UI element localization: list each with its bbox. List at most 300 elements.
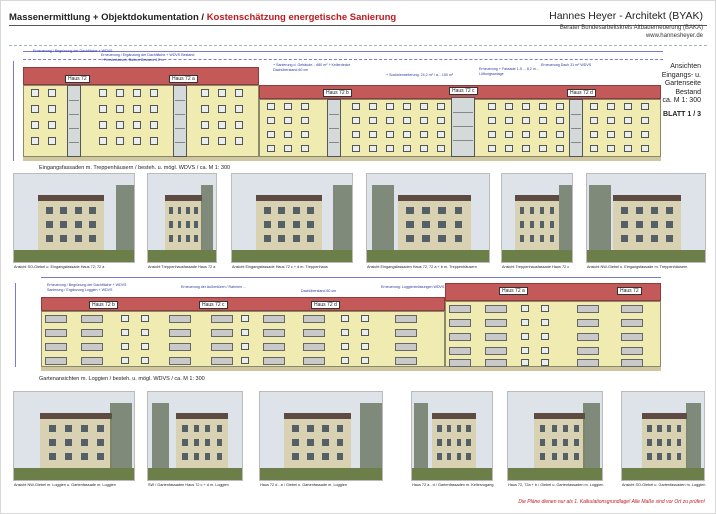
window xyxy=(539,145,547,152)
photo-window xyxy=(307,425,314,432)
title-red: Kostenschätzung energetische Sanierung xyxy=(206,12,397,23)
annotation: Erneuerung: Loggienbrüstungen WDVS xyxy=(381,285,445,289)
infobox-line: Gartenseite xyxy=(664,80,701,87)
loggia xyxy=(395,357,417,365)
photo-window xyxy=(540,207,544,214)
loggia xyxy=(485,305,507,313)
window xyxy=(403,103,411,110)
photo xyxy=(586,173,706,263)
window xyxy=(539,103,547,110)
window xyxy=(201,137,209,145)
title-separator: / xyxy=(198,12,207,23)
photo-window xyxy=(278,207,285,214)
loggia xyxy=(81,357,103,365)
loggia xyxy=(577,359,599,367)
loggia xyxy=(577,333,599,341)
window xyxy=(48,89,56,97)
photo-window xyxy=(657,425,662,432)
window xyxy=(590,103,598,110)
photo xyxy=(501,173,573,263)
window xyxy=(369,117,377,124)
window xyxy=(539,117,547,124)
photo-window xyxy=(550,207,554,214)
window xyxy=(590,131,598,138)
loggia xyxy=(263,315,285,323)
photo-window xyxy=(530,207,534,214)
sheet-infobox xyxy=(662,63,701,106)
annotation: Erneuerung Dach 31 m² WDVS xyxy=(541,63,592,67)
photo-window xyxy=(278,221,285,228)
window xyxy=(352,131,360,138)
window xyxy=(141,329,149,336)
loggia xyxy=(211,315,233,323)
photo-window xyxy=(550,221,554,228)
annotation: Erneuerung / Ergänzung der Dachfläche + WDVS Bestand xyxy=(101,53,195,57)
window xyxy=(99,121,107,129)
photo-window xyxy=(677,439,682,446)
loggia xyxy=(485,319,507,327)
window xyxy=(48,105,56,113)
window xyxy=(301,117,309,124)
photo-window xyxy=(667,425,672,432)
photo-window xyxy=(65,439,72,446)
photo-window xyxy=(447,425,451,432)
photo xyxy=(411,391,493,481)
photo-window xyxy=(422,207,429,214)
window xyxy=(301,131,309,138)
window xyxy=(133,121,141,129)
photo-window xyxy=(205,453,210,460)
photo-window xyxy=(563,439,568,446)
window xyxy=(624,103,632,110)
window xyxy=(48,137,56,145)
window xyxy=(505,117,513,124)
photo-window xyxy=(81,453,88,460)
photo-caption: Ansicht NW-Giebel m. Loggien u. Gartenfassade m. Loggien xyxy=(14,483,116,487)
window xyxy=(116,89,124,97)
window xyxy=(48,121,56,129)
window xyxy=(641,117,649,124)
window xyxy=(121,329,129,336)
photo-window xyxy=(178,207,182,214)
loggia xyxy=(395,329,417,337)
architect-name: Hannes Heyer - Architekt (BYAK) xyxy=(549,10,703,22)
window xyxy=(201,89,209,97)
photo-window xyxy=(217,425,222,432)
photo-window xyxy=(651,207,658,214)
window xyxy=(403,145,411,152)
photo-window xyxy=(217,453,222,460)
photo-caption: Ansicht Eingangsfassade Haus 72 c + d m. Treppenhaus xyxy=(232,265,328,269)
annotation: + Fenstertausch: Balkon Bestand 4,2 m xyxy=(101,58,165,62)
photo-window xyxy=(97,453,104,460)
photo-window xyxy=(406,235,413,242)
photo-window xyxy=(455,235,462,242)
photo xyxy=(147,173,217,263)
photo-window xyxy=(540,453,545,460)
window xyxy=(235,89,243,97)
window xyxy=(488,131,496,138)
window xyxy=(133,89,141,97)
window xyxy=(218,89,226,97)
window xyxy=(141,357,149,364)
window xyxy=(121,343,129,350)
photo-window xyxy=(337,425,344,432)
window xyxy=(607,145,615,152)
photo-window xyxy=(81,425,88,432)
photo-window xyxy=(217,439,222,446)
photo xyxy=(366,173,490,263)
photo-window xyxy=(574,425,579,432)
window xyxy=(284,103,292,110)
window xyxy=(488,103,496,110)
window xyxy=(361,329,369,336)
height-dimension xyxy=(13,61,14,161)
window xyxy=(267,117,275,124)
haus-label: Haus 72 xyxy=(65,75,90,83)
window xyxy=(121,315,129,322)
photo-caption: Ansicht Eingangsfassaden Haus 72, 72 a + b m. Treppenhäusern xyxy=(367,265,477,269)
photo-window xyxy=(530,235,534,242)
photo-window xyxy=(466,439,470,446)
window xyxy=(267,145,275,152)
window xyxy=(99,89,107,97)
disclaimer-footer: Die Pläne dienen nur als 1. Kalkulationsgrundlage! Alle Maße sind vor Ort zu prüfen! xyxy=(518,499,705,505)
window xyxy=(369,131,377,138)
photo-window xyxy=(437,425,441,432)
photo xyxy=(13,173,135,263)
window xyxy=(99,137,107,145)
window xyxy=(607,131,615,138)
photo-window xyxy=(178,221,182,228)
window xyxy=(541,305,549,312)
photo-window xyxy=(186,221,190,228)
loggia xyxy=(621,333,643,341)
photo-window xyxy=(169,235,173,242)
annotation: + Sanierung d. Gebäude... 680 m² + Kellerdecke xyxy=(273,63,351,67)
window xyxy=(284,131,292,138)
window xyxy=(556,145,564,152)
window xyxy=(150,89,158,97)
loggia xyxy=(395,315,417,323)
infobox-line: Bestand xyxy=(675,88,701,96)
photo-caption: Ansicht SO-Giebel u. Gartenfassaden m. Loggien xyxy=(622,483,706,487)
photo xyxy=(13,391,135,481)
photo-window xyxy=(194,453,199,460)
bottom-dimension-line xyxy=(41,277,661,278)
window xyxy=(505,103,513,110)
bottom-elevation-caption: Gartenansichten m. Loggien / besteh. u. mögl. WDVS / ca. M 1: 300 xyxy=(39,376,205,382)
loggia xyxy=(169,315,191,323)
height-dimension-2 xyxy=(15,283,16,367)
photo-window xyxy=(647,439,652,446)
window xyxy=(541,347,549,354)
photo-window xyxy=(97,439,104,446)
photo-window xyxy=(49,453,56,460)
loggia xyxy=(263,329,285,337)
photo-window xyxy=(322,425,329,432)
photo-window xyxy=(437,439,441,446)
sheet-number: BLATT 1 / 3 xyxy=(663,111,701,118)
window xyxy=(386,117,394,124)
photo-window xyxy=(307,235,314,242)
photo-window xyxy=(81,439,88,446)
loggia xyxy=(303,343,325,351)
photo-window xyxy=(60,235,67,242)
infobox-line: Ansichten xyxy=(670,63,701,70)
photo-window xyxy=(651,235,658,242)
photo-window xyxy=(264,207,271,214)
architect-subtitle: Berater Bundesarbeitskreis Altbauerneuerung (BAKA) xyxy=(559,25,703,31)
loggia xyxy=(621,305,643,313)
window xyxy=(420,145,428,152)
photo-window xyxy=(563,425,568,432)
loggia xyxy=(169,357,191,365)
photo-window xyxy=(292,439,299,446)
photo xyxy=(231,173,353,263)
window xyxy=(31,89,39,97)
photo-window xyxy=(666,221,673,228)
photo-window xyxy=(293,235,300,242)
title-main: Massenermittlung + Objektdokumentation xyxy=(9,12,199,23)
photo-window xyxy=(307,221,314,228)
window xyxy=(641,145,649,152)
window xyxy=(607,117,615,124)
annotation: + Sockelerweiterung: 24,2 m² / a... 150 m² xyxy=(386,73,454,77)
window xyxy=(505,145,513,152)
garden-plinth xyxy=(41,367,661,371)
photo-window xyxy=(667,439,672,446)
annotation: Erneuerung der Außentüren / Rahmen ... xyxy=(181,285,247,289)
photo-window xyxy=(97,425,104,432)
loggia xyxy=(449,319,471,327)
photo-caption: SW / Gartenfassaden Haus 72 c + d m. Loggien xyxy=(148,483,229,487)
architect-website[interactable]: www.hannesheyer.de xyxy=(645,33,703,39)
loggia xyxy=(45,329,67,337)
window xyxy=(437,131,445,138)
haus-label: Haus 72 xyxy=(617,287,642,295)
window xyxy=(403,131,411,138)
photo-window xyxy=(307,207,314,214)
window xyxy=(386,131,394,138)
photo-window xyxy=(647,453,652,460)
window xyxy=(99,105,107,113)
photo-window xyxy=(205,439,210,446)
photo-window xyxy=(60,221,67,228)
haus-label: Haus 72 a xyxy=(499,287,528,295)
loggia xyxy=(577,319,599,327)
photo-window xyxy=(636,207,643,214)
photo-caption: Ansicht Treppenhausfassade Haus 72 c xyxy=(502,265,570,269)
photo-window xyxy=(667,453,672,460)
window xyxy=(284,117,292,124)
photo-window xyxy=(49,439,56,446)
window xyxy=(218,137,226,145)
photo-window xyxy=(75,221,82,228)
loggia xyxy=(485,347,507,355)
photo-window xyxy=(194,439,199,446)
window xyxy=(556,103,564,110)
loggia xyxy=(81,329,103,337)
window xyxy=(31,137,39,145)
photo-window xyxy=(563,453,568,460)
photo-window xyxy=(337,453,344,460)
photo-window xyxy=(307,453,314,460)
haus-label: Haus 72 a xyxy=(169,75,198,83)
stairwell-72d xyxy=(569,99,583,157)
window xyxy=(403,117,411,124)
photo-window xyxy=(46,221,53,228)
window xyxy=(235,121,243,129)
haus-label: Haus 72 c xyxy=(449,87,478,95)
annotation: Sanierung / Ergänzung Loggien + WDVS xyxy=(47,288,113,292)
infobox-line: Eingangs- u. xyxy=(661,71,701,79)
photo-window xyxy=(194,235,198,242)
window xyxy=(541,359,549,366)
photo-window xyxy=(666,207,673,214)
photo-window xyxy=(457,439,461,446)
window xyxy=(361,315,369,322)
window xyxy=(386,145,394,152)
photo-window xyxy=(552,453,557,460)
photo-window xyxy=(422,235,429,242)
loggia xyxy=(621,347,643,355)
window xyxy=(437,145,445,152)
stairwell-72a xyxy=(173,85,187,157)
photo xyxy=(259,391,383,481)
window xyxy=(420,103,428,110)
photo-window xyxy=(46,235,53,242)
photo-caption: Ansicht Treppenhausfassade Haus 72 a xyxy=(148,265,216,269)
window xyxy=(301,103,309,110)
infobox-line: ca. M 1: 300 xyxy=(662,97,701,104)
photo-window xyxy=(438,235,445,242)
loggia xyxy=(449,347,471,355)
photo-window xyxy=(520,207,524,214)
annotation: Dachüberstand 60 cm xyxy=(301,289,337,293)
loggia xyxy=(449,359,471,367)
loggia xyxy=(577,347,599,355)
photo-window xyxy=(322,439,329,446)
annotation: Lüftungsanlage xyxy=(479,72,504,76)
photo-window xyxy=(178,235,182,242)
loggia xyxy=(395,343,417,351)
loggia xyxy=(211,343,233,351)
window xyxy=(522,117,530,124)
photo-window xyxy=(264,235,271,242)
photo-window xyxy=(677,425,682,432)
photo-window xyxy=(457,425,461,432)
window xyxy=(341,315,349,322)
annotation: Erneuerung / Begrünung der Dachfläche + WDVS xyxy=(47,283,127,287)
stairwell-72c xyxy=(451,97,475,157)
haus-label: Haus 72 b xyxy=(323,89,352,97)
window xyxy=(522,131,530,138)
photo-window xyxy=(194,207,198,214)
loggia xyxy=(263,357,285,365)
photo-window xyxy=(677,453,682,460)
photo-window xyxy=(540,439,545,446)
photo-window xyxy=(337,439,344,446)
photo-window xyxy=(65,425,72,432)
window xyxy=(369,103,377,110)
photo-window xyxy=(75,207,82,214)
window xyxy=(505,131,513,138)
window xyxy=(521,305,529,312)
photo-window xyxy=(49,425,56,432)
photo-window xyxy=(621,235,628,242)
photo-window xyxy=(438,207,445,214)
window xyxy=(267,103,275,110)
window xyxy=(241,329,249,336)
window xyxy=(369,145,377,152)
photo xyxy=(147,391,243,481)
haus-label: Haus 72 b xyxy=(89,301,118,309)
photo-caption: Haus 72 d - a / Giebel u. Gartenfassade m. Loggien xyxy=(260,483,347,487)
window xyxy=(341,357,349,364)
window xyxy=(522,103,530,110)
photo-window xyxy=(657,453,662,460)
photo-window xyxy=(438,221,445,228)
window xyxy=(522,145,530,152)
loggia xyxy=(449,305,471,313)
photo-caption: Ansicht NW-Giebel u. Eingangsfassade m. Treppenhäusern xyxy=(587,265,688,269)
window xyxy=(141,343,149,350)
loggia xyxy=(449,333,471,341)
photo-window xyxy=(530,221,534,228)
window xyxy=(150,137,158,145)
loggia xyxy=(485,359,507,367)
header-dashed-rule xyxy=(9,45,707,46)
photo-window xyxy=(322,453,329,460)
photo-window xyxy=(552,439,557,446)
window xyxy=(488,117,496,124)
window xyxy=(241,315,249,322)
photo-window xyxy=(406,221,413,228)
photo-window xyxy=(447,439,451,446)
stairwell-72b xyxy=(327,99,341,157)
photo-window xyxy=(264,221,271,228)
loggia xyxy=(169,329,191,337)
loggia xyxy=(485,333,507,341)
photo-window xyxy=(574,439,579,446)
photo-window xyxy=(647,425,652,432)
loggia xyxy=(211,357,233,365)
window xyxy=(141,315,149,322)
loggia xyxy=(303,357,325,365)
window xyxy=(521,347,529,354)
photo-window xyxy=(406,207,413,214)
photo xyxy=(507,391,603,481)
window xyxy=(116,137,124,145)
photo-window xyxy=(540,235,544,242)
photo-window xyxy=(278,235,285,242)
window xyxy=(624,131,632,138)
annotation: Dachüberstand 60 cm xyxy=(273,68,309,72)
window xyxy=(241,343,249,350)
photo-window xyxy=(657,439,662,446)
window xyxy=(201,105,209,113)
photo-window xyxy=(466,425,470,432)
photo-window xyxy=(186,207,190,214)
photo-window xyxy=(293,221,300,228)
roof-left xyxy=(23,67,259,85)
window xyxy=(31,121,39,129)
window xyxy=(133,105,141,113)
window xyxy=(150,121,158,129)
loggia xyxy=(81,315,103,323)
loggia xyxy=(169,343,191,351)
